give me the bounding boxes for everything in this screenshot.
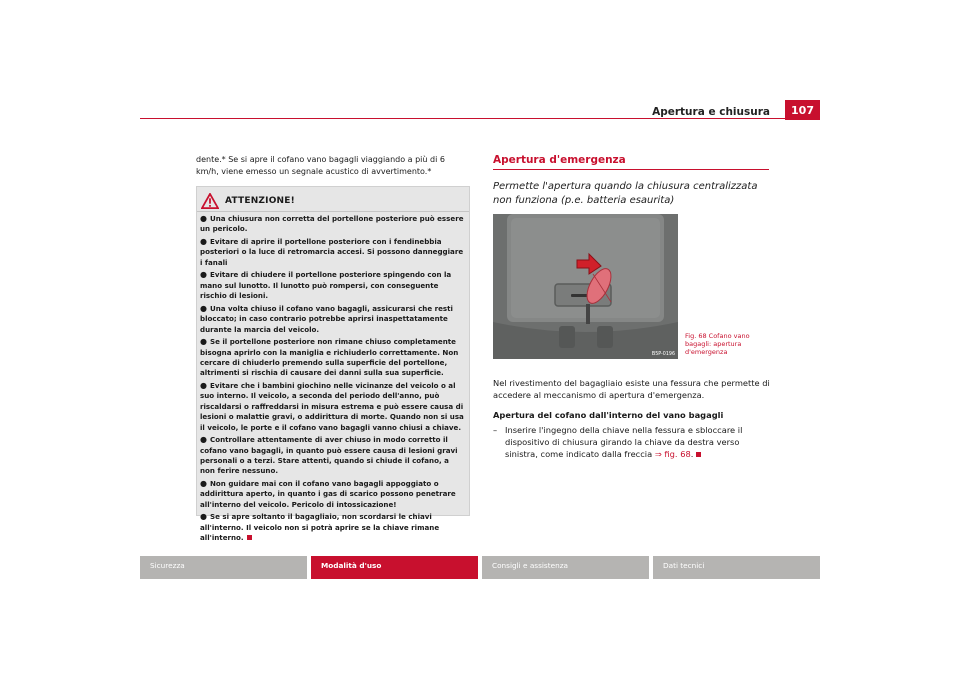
figure-caption: Fig. 68 Cofano vano bagagli: apertura d'emergenza <box>685 332 750 356</box>
running-header-title: Apertura e chiusura <box>652 106 770 118</box>
warning-triangle-icon <box>201 193 219 209</box>
body-paragraph: Nel rivestimento del bagagliaio esiste una fessura che permette di accedere al meccanismo di apertura d'emergenza. <box>493 378 770 400</box>
step-dash: – <box>493 425 498 435</box>
warning-item: ● Evitare che i bambini giochino nelle vicinanze del veicolo o al suo interno. Il veicolo, a seconda del periodo dell'anno, può riscaldarsi o raffreddarsi in misura estrema e può essere causa di lesioni o malattie gravi, o addirittura di morte. Quando non si usa il veicolo, le porte e il cofano vano bagagli vanno chiusi a chiave. <box>200 381 464 432</box>
warning-item: ● Controllare attentamente di aver chiuso in modo corretto il cofano vano bagagli, in quanto può essere causa di lesioni gravi personali o a terzi. Stare attenti, quando si chiude il cofano, a non ferire nessuno. <box>200 435 458 476</box>
bullet-icon: ● <box>200 435 207 445</box>
section-end-icon <box>247 535 252 540</box>
warning-item: ● Non guidare mai con il cofano vano bagagli appoggiato o addirittura aperto, in quanto i gas di scarico possono penetrare all'interno del veicolo. Pericolo di intossicazione! <box>200 479 456 509</box>
figure-link[interactable]: ⇒ fig. 68 <box>654 449 691 459</box>
page-number-badge: 107 <box>785 100 820 120</box>
warning-list <box>197 212 469 544</box>
left-column <box>196 154 470 543</box>
bullet-icon: ● <box>200 237 207 246</box>
figure-code: B5P-0196 <box>651 352 675 357</box>
section-title: Apertura d'emergenza <box>493 154 769 170</box>
warning-item: ● Evitare di chiudere il portellone posteriore spingendo con la mano sul lunotto. Il lunotto può rompersi, con conseguente rischio di lesioni. <box>200 270 452 301</box>
warning-item: ● Una chiusura non corretta del portellone posteriore può essere un pericolo. <box>200 214 464 234</box>
section-end-icon <box>696 452 701 457</box>
warning-item: ● Se si apre soltanto il bagagliaio, non scordarsi le chiavi all'interno. Il veicolo non si potrà aprire se la chiave rimane all'interno. <box>200 512 440 543</box>
instructions <box>493 377 770 460</box>
footer-tab-consigli-assistenza[interactable]: Consigli e assistenza <box>482 556 649 579</box>
bullet-icon: ● <box>200 214 207 223</box>
figure-68 <box>493 214 678 359</box>
bullet-icon: ● <box>200 303 207 313</box>
procedure-heading: Apertura del cofano dall'interno del vano bagagli <box>493 410 724 420</box>
footer-tab-modalita-uso[interactable]: Modalità d'uso <box>311 556 478 579</box>
footer-tab-dati-tecnici[interactable]: Dati tecnici <box>653 556 820 579</box>
warning-item: ● Se il portellone posteriore non rimane chiuso completamente bisogna aprirlo con la maniglia e richiuderlo correttamente. Non cercare di chiuderlo premendo sulla superficie del portellone, altrimenti si rischia di causare dei danni sulla sua superficie. <box>200 337 459 378</box>
warning-item: ● Evitare di aprire il portellone posteriore con i fendinebbia posteriori o la luce di retromarcia accesi. Si possono danneggiare i fanali <box>200 237 464 267</box>
section-subtitle: Permette l'apertura quando la chiusura centralizzata non funziona (p.e. batteria esaurita) <box>493 181 758 206</box>
step-body: Inserire l'ingegno della chiave nella fessura e sbloccare il dispositivo di chiusura girando la chiave da destra verso sinistra, come indicato dalla freccia ⇒ fig. 68. <box>505 425 743 459</box>
bullet-icon: ● <box>200 381 207 391</box>
warning-header <box>197 187 469 212</box>
intro-paragraph: dente.* Se si apre il cofano vano bagagli viaggiando a più di 6 km/h, viene emesso un segnale acustico di avvertimento.* <box>196 155 445 176</box>
procedure-step <box>493 424 770 460</box>
bullet-icon: ● <box>200 337 207 347</box>
warning-item: ● Una volta chiuso il cofano vano bagagli, assicurarsi che resti bloccato; in caso contrario potrebbe aprirsi inaspettatamente durante la marcia del veicolo. <box>200 303 453 334</box>
warning-box <box>196 186 470 543</box>
trunk-lid-illustration <box>493 214 678 359</box>
bullet-icon: ● <box>200 479 207 489</box>
bullet-icon: ● <box>200 512 207 522</box>
warning-title: ATTENZIONE! <box>225 196 295 206</box>
header-rule <box>140 118 820 119</box>
right-column <box>493 154 773 459</box>
footer-tab-sicurezza[interactable]: Sicurezza <box>140 556 307 579</box>
bullet-icon: ● <box>200 270 207 280</box>
